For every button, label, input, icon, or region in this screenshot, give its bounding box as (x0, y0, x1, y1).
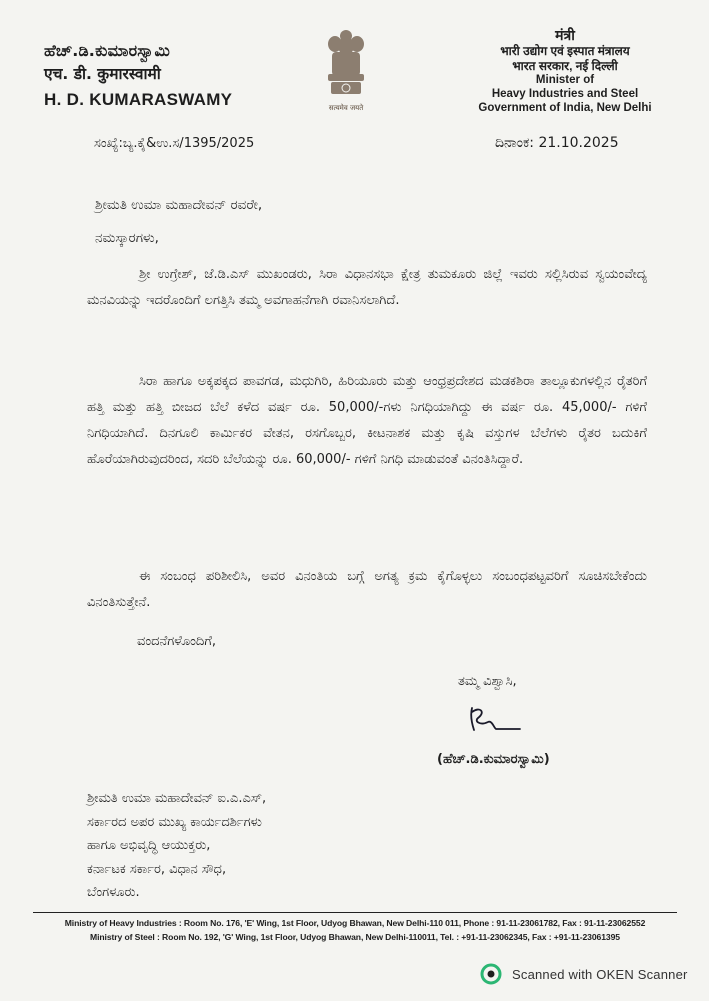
paragraph-text: ಈ ಸಂಬಂಧ ಪರಿಶೀಲಿಸಿ, ಅವರ ವಿನಂತಿಯ ಬಗ್ಗೆ ಅಗತ್ಯ ಕ್ರಮ ಕೈಗೊಳ್ಳಲು ಸಂಬಂಧಪಟ್ಟವರಿಗೆ ಸೂಚಿಸಬೇಕೆಂದು ವಿನಂತಿಸುತ್ತೇನೆ. (87, 569, 647, 610)
paragraph-text: ಸಿರಾ ಹಾಗೂ ಅಕ್ಕಪಕ್ಕದ ಪಾವಗಡ, ಮಧುಗಿರಿ, ಹಿರಿಯೂರು ಮತ್ತು ಆಂಧ್ರಪ್ರದೇಶದ ಮಡಕಶಿರಾ ತಾಲ್ಲೂಕುಗಳಲ್ಲಿನ ರೈತರಿಗೆ ಹತ್ತಿ ಮತ್ತು ಹತ್ತಿ ಬೀಜದ ಬೆಲೆ ಕಳೆದ ವರ್ಷ ರೂ. 50,000/-ಗಳು ನಿಗಧಿಯಾಗಿದ್ದು ಈ ವರ್ಷ ರೂ. 45,000/- ಗಳಿಗೆ ನಿಗಧಿಯಾಗಿದೆ. ದಿನಗೂಲಿ ಕಾರ್ಮಿಕರ ವೇತನ, ರಸಗೊಬ್ಬರ, ಕೀಟನಾಶಕ ಮತ್ತು ಕೃಷಿ ವಸ್ತುಗಳ ಬೆಲೆಗಳು ರೈತರ ಬದುಕಿಗೆ ಹೊರೆಯಾಗಿರುವುದರಿಂದ, ಸದರಿ ಬೆಲೆಯನ್ನು ರೂ. 60,000/- ಗಳಿಗೆ ನಿಗಧಿ ಮಾಡುವಂತೆ ವಿನಂತಿಸಿದ್ದಾರೆ. (87, 374, 647, 467)
scanner-watermark (480, 963, 688, 985)
addressee-line: ಶ್ರೀಮತಿ ಉಮಾ ಮಹಾದೇವನ್ ಐ.ಎ.ಎಸ್, (87, 791, 267, 806)
footer-divider (33, 912, 677, 913)
letter-date: ದಿನಾಂಕ: 21.10.2025 (495, 135, 619, 151)
minister-name-block (44, 43, 232, 108)
reference-number: ಸಂಖ್ಯೆ:ಬ್ಯ.ಕೈ&ಉ.ಸ/1395/2025 (94, 136, 255, 151)
scanner-watermark-text: Scanned with OKEN Scanner (512, 966, 688, 982)
body-paragraph-3 (87, 564, 647, 616)
government-english: Government of India, New Delhi (478, 102, 652, 115)
title-hindi: मंत्री (555, 27, 575, 43)
title-english: Minister of (535, 74, 595, 87)
government-hindi: भारत सरकार, नई दिल्ली (512, 58, 618, 73)
closing-line: ವಂದನೆಗಳೊಂದಿಗೆ, (137, 634, 216, 649)
minister-designation-block (455, 27, 675, 115)
emblem-motto (329, 103, 364, 112)
addressee-line: ಹಾಗೂ ಅಭಿವೃದ್ಧಿ ಆಯುಕ್ತರು, (87, 838, 211, 853)
addressee-block (87, 787, 266, 905)
minister-name-hindi: एच. डी. कुमारस्वामी (44, 65, 161, 83)
signature (466, 702, 522, 738)
ministry-english: Heavy Industries and Steel (491, 88, 639, 101)
signatory-name: (ಹೆಚ್.ಡಿ.ಕುಮಾರಸ್ವಾಮಿ) (437, 752, 550, 767)
salutation: ಶ್ರೀಮತಿ ಉಮಾ ಮಹಾದೇವನ್ ರವರೇ, (95, 197, 263, 213)
greeting: ನಮಸ್ಕಾರಗಳು, (95, 230, 159, 246)
addressee-line: ಕರ್ನಾಟಕ ಸರ್ಕಾರ, ವಿಧಾನ ಸೌಧ, (87, 861, 227, 877)
yours-faithfully: ತಮ್ಮ ವಿಶ್ವಾಸಿ, (458, 674, 517, 689)
ministry-hindi: भारी उद्योग एवं इस्पात मंत्रालय (500, 44, 630, 59)
addressee-line: ಸರ್ಕಾರದ ಅಪರ ಮುಖ್ಯ ಕಾರ್ಯದರ್ಶಿಗಳು (87, 814, 262, 830)
state-emblem-icon (318, 26, 374, 114)
body-paragraph-1 (87, 262, 647, 314)
minister-name-kannada: ಹೆಚ್.ಡಿ.ಕುಮಾರಸ್ವಾಮಿ (44, 41, 170, 60)
minister-name-english: H. D. KUMARASWAMY (44, 89, 233, 109)
addressee-line: ಬೆಂಗಳೂರು. (87, 885, 140, 900)
footer-steel-address: Ministry of Steel : Room No. 192, 'G' Wing, 1st Floor, Udyog Bhawan, New Delhi-110011, Tel. : +91-11-23062345, Fax : +91-11-23061395 (90, 932, 620, 942)
footer-heavy-industries-address: Ministry of Heavy Industries : Room No. 176, 'E' Wing, 1st Floor, Udyog Bhawan, New Delhi-110 011, Phone : 91-11-23061782, Fax : 91-11-23062552 (64, 918, 646, 928)
body-paragraph-2 (87, 369, 647, 473)
svg-text:सत्यमेव जयते: सत्यमेव जयते (328, 104, 364, 112)
paragraph-text: ಶ್ರೀ ಉಗ್ರೇಶ್, ಜೆ.ಡಿ.ಎಸ್ ಮುಖಂಡರು, ಸಿರಾ ವಿಧಾನಸಭಾ ಕ್ಷೇತ್ರ ತುಮಕೂರು ಜಿಲ್ಲೆ ಇವರು ಸಲ್ಲಿಸಿರುವ ಸ್ವಯಂವೇದ್ಯ ಮನವಿಯನ್ನು ಇದರೊಂದಿಗೆ ಲಗತ್ತಿಸಿ ತಮ್ಮ ಅವಗಾಹನೆಗಾಗಿ ರವಾನಿಸಲಾಗಿದೆ. (87, 267, 647, 308)
oken-scanner-icon (480, 963, 502, 985)
